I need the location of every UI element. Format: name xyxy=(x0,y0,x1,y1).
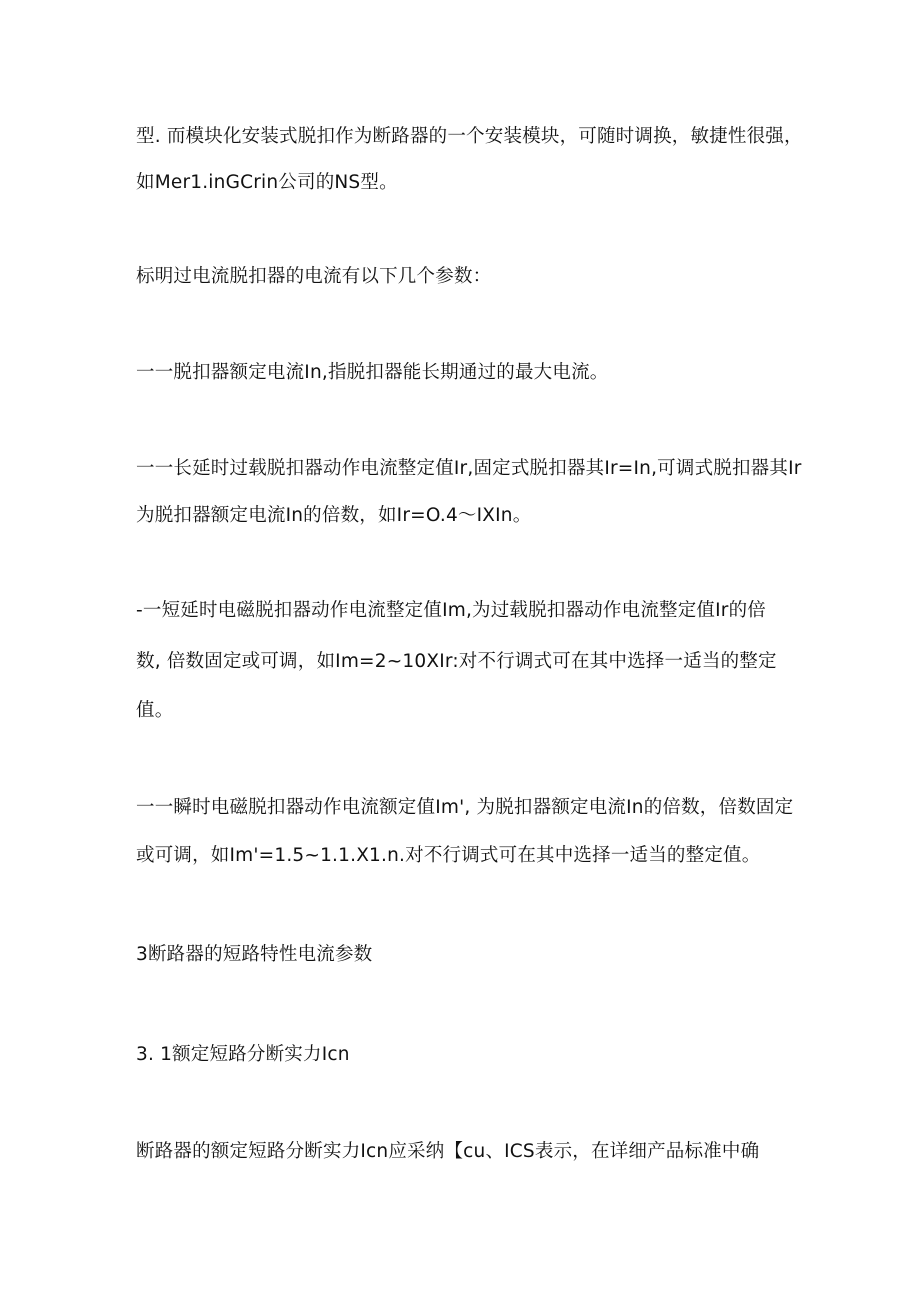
text-line: 或可调，如Im'=1.5~1.1.X1.n.对不行调式可在其中选择一适当的整定值。 xyxy=(136,845,761,866)
text-line: 如Mer1.inGCrin公司的NS型。 xyxy=(136,172,398,193)
text-line: 一一瞬时电磁脱扣器动作电流额定值Im', 为脱扣器额定电流In的倍数，倍数固定 xyxy=(136,797,794,818)
text-line: 一一长延时过载脱扣器动作电流整定值Ir,固定式脱扣器其Ir=In,可调式脱扣器其Ir xyxy=(136,458,802,479)
text-line: 标明过电流脱扣器的电流有以下几个参数： xyxy=(136,266,492,287)
text-line: 断路器的额定短路分断实力Icn应采纳【cu、ICS表示，在详细产品标准中确 xyxy=(136,1141,760,1162)
text-line: 数, 倍数固定或可调，如Im=2~10XIr:对不行调式可在其中选择一适当的整定 xyxy=(136,651,777,672)
text-line: 值。 xyxy=(136,700,174,721)
section-heading: 3断路器的短路特性电流参数 xyxy=(136,944,373,965)
text-line: 型. 而模块化安装式脱扣作为断路器的一个安装模块，可随时调换，敏捷性很强， xyxy=(136,126,803,147)
subsection-heading: 3. 1额定短路分断实力Icn xyxy=(136,1044,350,1065)
text-line: -一短延时电磁脱扣器动作电流整定值Im,为过载脱扣器动作电流整定值Ir的倍 xyxy=(136,600,766,621)
text-line: 为脱扣器额定电流In的倍数，如Ir=O.4～IXIn。 xyxy=(136,505,532,526)
text-line: 一一脱扣器额定电流In,指脱扣器能长期通过的最大电流。 xyxy=(136,362,609,383)
